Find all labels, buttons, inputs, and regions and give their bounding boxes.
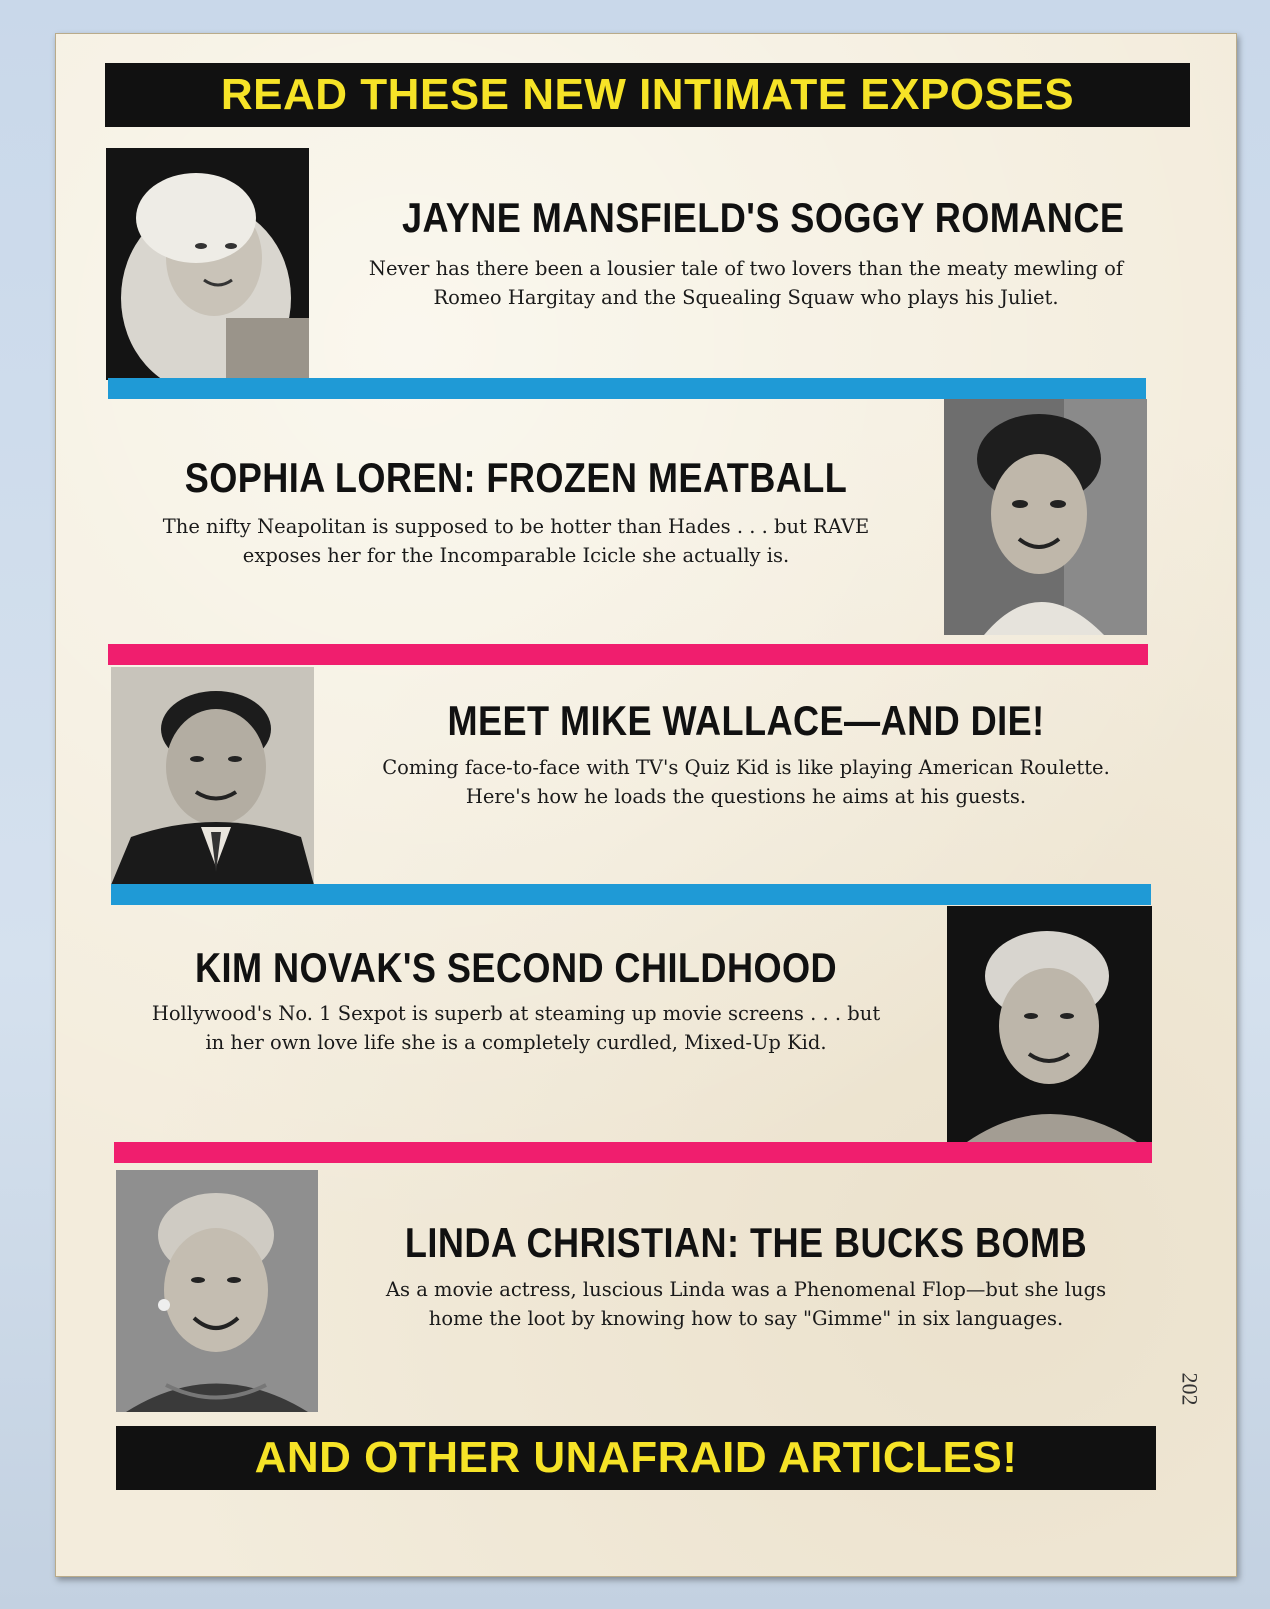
portrait-blonde-short-hair-woman-icon <box>947 906 1152 1142</box>
portrait-man-in-suit-icon <box>111 667 314 885</box>
page-number: 202 <box>1177 1372 1203 1406</box>
headline-2: SOPHIA LOREN: FROZEN MEATBALL <box>184 454 848 501</box>
blurb-4-line-2: in her own love life she is a completely curdled, Mixed-Up Kid. <box>205 1031 827 1054</box>
headline-5: LINDA CHRISTIAN: THE BUCKS BOMB <box>404 1219 1088 1266</box>
photo-linda-christian <box>116 1170 318 1412</box>
blurb-4 <box>116 999 916 1057</box>
portrait-smiling-woman-icon <box>116 1170 318 1412</box>
magazine-back-cover <box>55 33 1237 1577</box>
blurb-5 <box>336 1275 1156 1333</box>
blurb-2-line-1: The nifty Neapolitan is supposed to be hotter than Hades . . . but RAVE <box>162 515 870 538</box>
portrait-dark-haired-woman-icon <box>944 399 1147 635</box>
footer-title: AND OTHER UNAFRAID ARTICLES! <box>254 1433 1018 1482</box>
divider-blue-2 <box>111 884 1151 905</box>
blurb-5-line-2: home the loot by knowing how to say "Gimme" in six languages. <box>428 1307 1064 1330</box>
photo-sophia-loren <box>944 399 1147 635</box>
footer-band <box>116 1426 1156 1490</box>
portrait-blonde-woman-icon <box>106 148 309 380</box>
blurb-1-line-2: Romeo Hargitay and the Squealing Squaw who plays his Juliet. <box>433 286 1059 309</box>
blurb-1-line-1: Never has there been a lousier tale of two lovers than the meaty mewling of <box>368 257 1124 280</box>
blurb-3-line-1: Coming face-to-face with TV's Quiz Kid is like playing American Roulette. <box>382 756 1110 779</box>
header-title: READ THESE NEW INTIMATE EXPOSES <box>220 70 1075 119</box>
divider-pink-2 <box>114 1142 1152 1163</box>
blurb-2 <box>116 512 916 570</box>
headline-3: MEET MIKE WALLACE—AND DIE! <box>447 697 1045 744</box>
blurb-5-line-1: As a movie actress, luscious Linda was a Phenomenal Flop—but she lugs <box>385 1278 1107 1301</box>
photo-mike-wallace <box>111 667 314 885</box>
photo-kim-novak <box>947 906 1152 1142</box>
blurb-1 <box>336 254 1156 312</box>
blurb-4-line-1: Hollywood's No. 1 Sexpot is superb at steaming up movie screens . . . but <box>151 1002 881 1025</box>
header-band <box>105 63 1190 127</box>
blurb-3-line-2: Here's how he loads the questions he aims at his guests. <box>465 785 1027 808</box>
blurb-3 <box>336 753 1156 811</box>
headline-1: JAYNE MANSFIELD'S SOGGY ROMANCE <box>402 194 1125 241</box>
divider-blue-1 <box>108 378 1146 399</box>
blurb-2-line-2: exposes her for the Incomparable Icicle she actually is. <box>242 544 790 567</box>
headline-4: KIM NOVAK'S SECOND CHILDHOOD <box>194 944 838 991</box>
photo-jayne-mansfield <box>106 148 309 380</box>
divider-pink-1 <box>108 644 1148 665</box>
